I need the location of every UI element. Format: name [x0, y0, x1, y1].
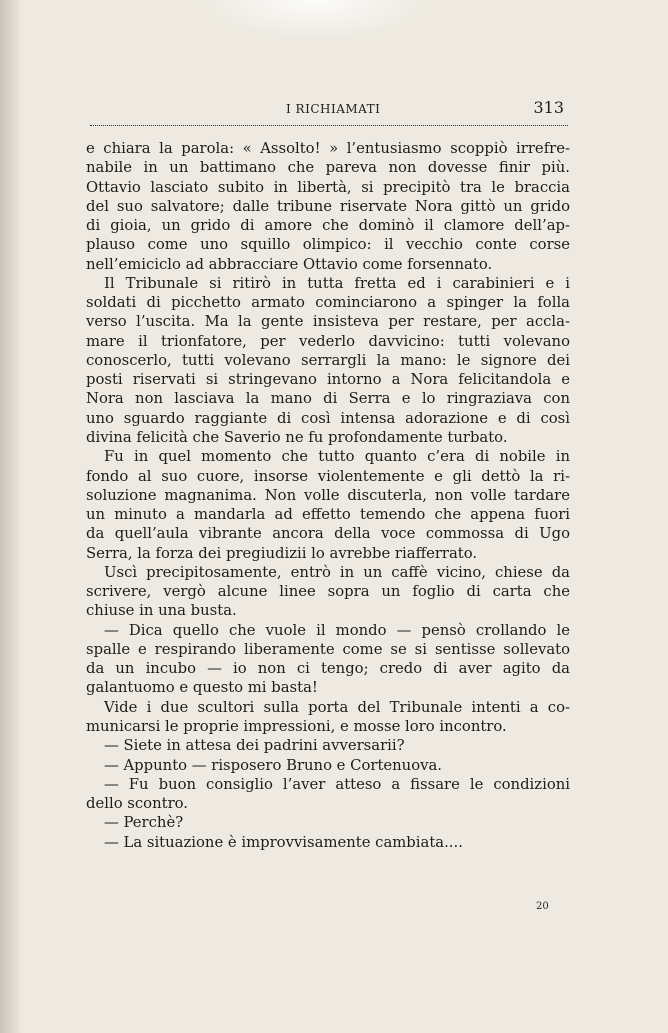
text-line: spalle e respirando liberamente come se si sentisse sollevato — [86, 640, 570, 658]
text-line: un minuto a mandarla ad effetto temendo che appena fuori — [86, 506, 570, 524]
text-line: — Fu buon consiglio l’aver atteso a fissare le condizioni — [104, 775, 570, 793]
text-line: Ottavio lasciato subito in libertà, si precipitò tra le braccia — [86, 178, 570, 196]
page-header — [86, 98, 570, 122]
text-line: scrivere, vergò alcune linee sopra un foglio di carta che — [86, 583, 570, 601]
text-line: Fu in quel momento che tutto quanto c’era di nobile in — [104, 448, 570, 466]
text-line: da un incubo — io non ci tengo; credo di aver agito da — [86, 660, 570, 678]
text-line: — Perchè? — [104, 814, 184, 832]
text-line: conoscerlo, tutti volevano serrargli la mano: le signore dei — [86, 351, 570, 369]
text-line: Vide i due scultori sulla porta del Tribunale intenti a co- — [104, 698, 570, 716]
text-line: Uscì precipitosamente, entrò in un caffè vicino, chiese da — [104, 563, 570, 581]
text-line: municarsi le proprie impressioni, e mosse loro incontro. — [86, 717, 507, 735]
header-rule — [90, 125, 568, 126]
body-text — [86, 139, 570, 852]
signature-mark: 20 — [536, 901, 549, 912]
text-line: — Appunto — risposero Bruno e Cortenuova. — [104, 756, 443, 774]
text-line: plauso come uno squillo olimpico: il vecchio conte corse — [86, 236, 570, 254]
text-line: fondo al suo cuore, insorse violentemente e gli dettò la ri- — [86, 467, 570, 485]
text-line: dello scontro. — [86, 795, 188, 813]
text-line: — Dica quello che vuole il mondo — pensò crollando le — [104, 621, 570, 639]
text-line: divina felicità che Saverio ne fu profondamente turbato. — [86, 428, 508, 446]
text-line: galantuomo e questo mi basta! — [86, 679, 318, 697]
text-line: soluzione magnanima. Non volle discuterla, non volle tardare — [86, 486, 570, 504]
text-line: chiuse in una busta. — [86, 602, 237, 620]
text-line: da quell’aula vibrante ancora della voce commossa di Ugo — [86, 525, 570, 543]
text-line: del suo salvatore; dalle tribune riservate Nora gittò un grido — [86, 197, 570, 215]
text-line: soldati di picchetto armato cominciarono a spinger la folla — [86, 294, 570, 312]
text-line: nell’emiciclo ad abbracciare Ottavio come forsennato. — [86, 255, 493, 273]
text-line: posti riservati si stringevano intorno a Nora felicitandola e — [86, 371, 570, 389]
text-line: Nora non lasciava la mano di Serra e lo ringraziava con — [86, 390, 570, 408]
text-line: uno sguardo raggiante di così intensa adorazione e di così — [86, 409, 570, 427]
text-line: di gioia, un grido di amore che dominò il clamore dell’ap- — [86, 217, 570, 235]
text-line: verso l’uscita. Ma la gente insisteva per restare, per accla- — [86, 313, 570, 331]
text-line: e chiara la parola: « Assolto! » l’entusiasmo scoppiò irrefre- — [86, 140, 570, 157]
text-line: — Siete in attesa dei padrini avversarii? — [104, 737, 405, 755]
text-line: Il Tribunale si ritirò in tutta fretta ed i carabinieri e i — [104, 274, 570, 292]
text-line: Serra, la forza dei pregiudizii lo avrebbe riafferrato. — [86, 544, 478, 562]
running-title: I RICHIAMATI — [286, 102, 381, 116]
text-line: nabile in un battimano che pareva non dovesse finir più. — [86, 159, 570, 177]
text-line: mare il trionfatore, per vederlo davvicino: tutti volevano — [86, 332, 570, 350]
text-line: — La situazione è improvvisamente cambiata.... — [104, 833, 463, 851]
page-number: 313 — [533, 98, 564, 117]
